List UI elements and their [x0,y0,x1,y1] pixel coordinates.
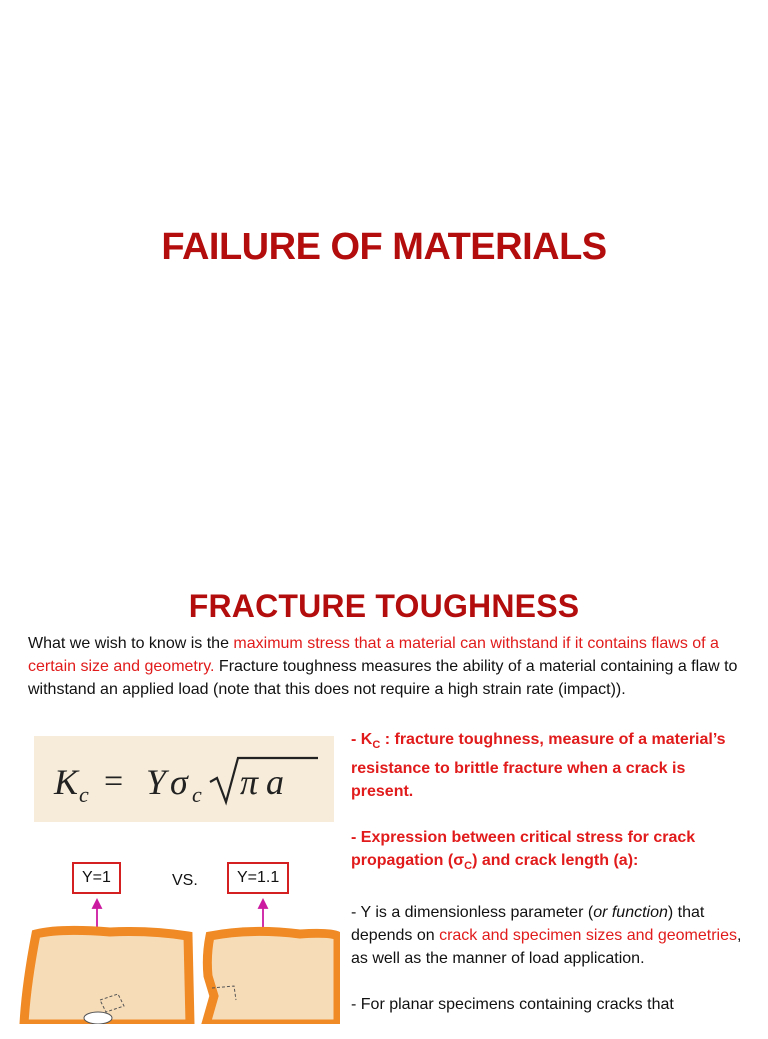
slide-2 [0,576,768,1024]
y-parameter-note: - Y is a dimensionless parameter (or function) that depends on crack and specimen sizes and geometries, as well as the manner of load application. [351,904,742,968]
svg-text:a: a [266,762,284,802]
intro-paragraph [28,632,748,701]
svg-text:=: = [104,763,124,800]
specimen-edge-crack [206,931,338,1024]
section-title: FRACTURE TOUGHNESS [188,588,580,624]
expression-note: - Expression between critical stress for crack propagation $(\sigma_C)$ and crack length (a): [351,829,696,873]
intro-highlight: maximum stress that a material can withstand if it contains flaws of a certain size and geometry. [28,635,719,675]
y1-label-box: Y=1 [72,862,121,894]
fracture-toughness-formula [34,736,334,822]
svg-text:c: c [79,782,89,807]
definitions-column [351,728,751,1039]
svg-text:Y: Y [146,762,167,802]
planar-note: - For planar specimens containing cracks that [351,996,674,1014]
vs-label: VS. [172,872,198,889]
svg-text:π: π [240,762,259,802]
svg-text:c: c [192,782,202,807]
formula-box [34,736,334,822]
intro-text-1: What we wish to know is the [28,635,234,652]
intro-text-2: Fracture toughness measures the ability of a material containing a flaw to withstand an applied load (note that this does not require a high strain rate (impact)). [28,658,738,698]
specimen-diagram [0,876,340,1024]
svg-text:K: K [54,762,79,802]
y2-label-box: Y=1.1 [227,862,289,894]
specimen-internal-crack [24,930,190,1024]
load-arrow-left [93,900,101,928]
load-arrow-right [259,900,267,928]
kc-definition: - $K_C$ : fracture toughness, measure of a material’s resistance to brittle fracture when a crack is present. [351,731,726,801]
svg-text:σ: σ [170,762,188,802]
slide-title: FAILURE OF MATERIALS [161,226,607,268]
